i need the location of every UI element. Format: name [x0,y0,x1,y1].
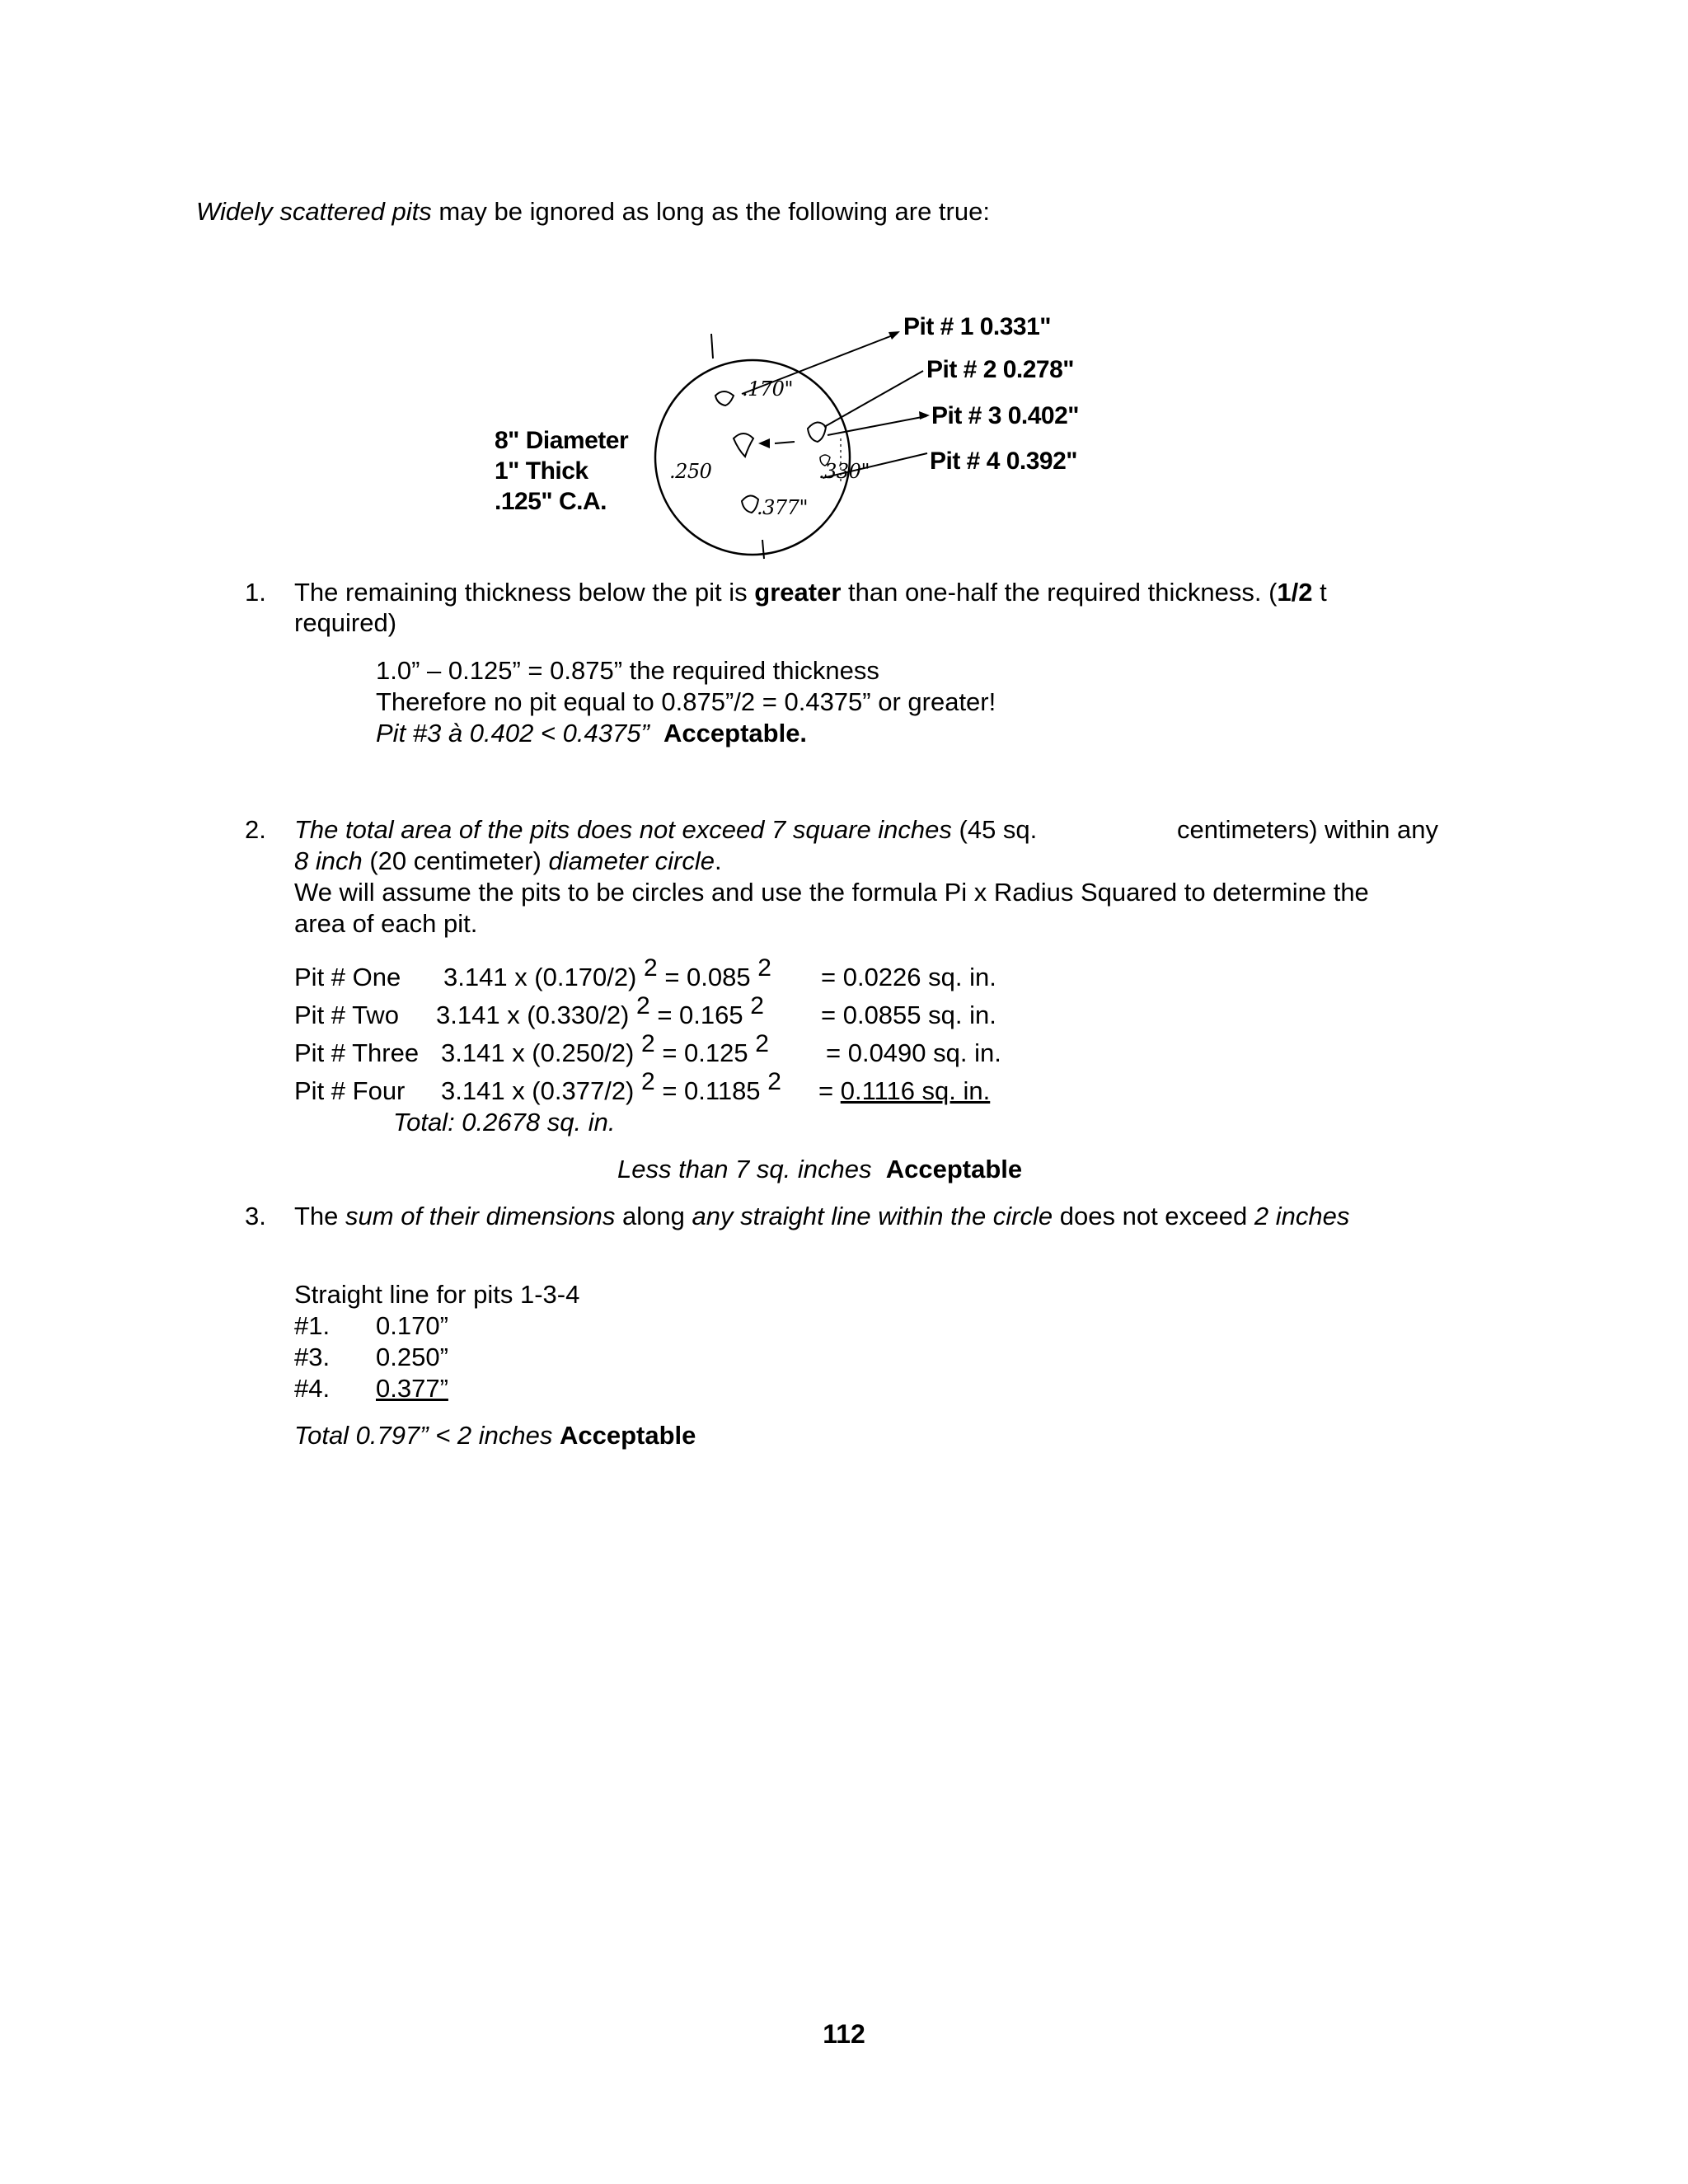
hand-note-170: .170" [742,377,793,401]
pit-4-label: Pit # 4 0.392" [930,448,1078,475]
item-1-line-2: required) [294,608,397,637]
area-row-4-result [818,1076,990,1107]
item-3-a: The [294,1202,346,1230]
area-row-4-result-value: 0.1116 sq. in. [840,1076,991,1105]
area-row-2-formula-text: 3.141 x (0.330/2) [436,1001,630,1029]
intro-line [196,196,990,227]
item-2-line-2 [294,846,722,877]
area-row-4-label: Pit # Four [294,1076,406,1105]
item-1-text-bold: greater [754,578,842,607]
item-3-e: does not exceed [1053,1202,1254,1230]
item-1-calc-3 [376,718,807,749]
area-row-3-label: Pit # Three [294,1038,420,1067]
item-2-conclusion [617,1154,1022,1185]
straight-line-key-4: #4. [294,1374,331,1403]
area-row-3-mid: = 0.125 [654,1038,748,1067]
item-2-l1-tail: centimeters) within any [1177,815,1439,844]
item-1-calc-3-italic: Pit #3 à 0.402 < 0.4375” [376,719,649,748]
area-row-2-exp-2: 2 [750,992,764,1019]
item-2-line-4: area of each pit. [294,909,478,938]
diagram-label-thickness: 1" Thick [495,457,588,485]
pit-2-label: Pit # 2 0.278" [926,356,1075,383]
item-2-conclusion-italic: Less than 7 sq. inches [617,1155,872,1183]
straight-line-total-italic: Total 0.797” < 2 inches [294,1421,553,1450]
area-row-3-formula [441,1030,769,1070]
item-2-l1-rest: (45 sq. [951,815,1038,844]
hand-note-250: .250 [669,460,712,483]
item-3-acceptable: Acceptable [560,1421,696,1450]
item-1-text-b: than one-half the required thickness. ( [841,578,1278,607]
area-row-1-exp: 2 [644,954,658,982]
area-row-1-mid: = 0.085 [657,963,751,991]
straight-line-heading: Straight line for pits 1-3-4 [294,1280,580,1309]
straight-line-key-3: #3. [294,1343,331,1371]
area-row-3-exp: 2 [641,1030,655,1057]
diagram-label-diameter: 8" Diameter [495,427,629,454]
item-1-line-1 [294,577,1327,608]
item-1-number: 1. [245,578,266,607]
area-row-2-formula [436,992,764,1032]
area-row-2-label: Pit # Two [294,1001,399,1029]
item-2-number: 2. [245,815,266,844]
item-1-acceptable: Acceptable. [663,719,808,748]
item-1-calc-1: 1.0” – 0.125” = 0.875” the required thickness [376,656,879,685]
area-row-1-formula-text: 3.141 x (0.170/2) [443,963,637,991]
hand-note-330: .330" [818,460,870,483]
page-number: 112 [823,2019,865,2049]
area-row-4-exp-2: 2 [767,1068,781,1095]
area-row-4-result-pre: = [818,1076,841,1105]
diagram-label-ca: .125" C.A. [495,488,607,515]
item-2-l2-italic-a: 8 inch [294,846,363,875]
straight-line-key-1: #1. [294,1311,331,1340]
item-1-calc-2: Therefore no pit equal to 0.875”/2 = 0.4375” or greater! [376,687,996,716]
hand-note-377: .377" [757,496,808,519]
pit-1-label: Pit # 1 0.331" [903,313,1052,340]
area-row-1-result: = 0.0226 sq. in. [821,963,996,991]
area-total: Total: 0.2678 sq. in. [393,1108,616,1137]
area-row-2-exp: 2 [636,992,650,1019]
area-row-4-formula-text: 3.141 x (0.377/2) [441,1076,635,1105]
straight-line-val-1: 0.170” [376,1311,448,1340]
item-3-f: 2 inches [1254,1202,1350,1230]
item-3-number: 3. [245,1202,266,1230]
item-2-l1-italic: The total area of the pits does not exceed 7 square inches [294,815,952,844]
intro-lead: Widely scattered pits [196,197,432,226]
area-row-4-exp: 2 [641,1068,655,1095]
item-1-text-a: The remaining thickness below the pit is [294,578,755,607]
area-row-3-formula-text: 3.141 x (0.250/2) [441,1038,635,1067]
area-row-4-mid: = 0.1185 [654,1076,761,1105]
item-3-d: any straight line within the circle [692,1202,1053,1230]
area-row-4-formula [441,1068,781,1108]
area-row-1-formula [443,954,771,994]
area-row-2-mid: = 0.165 [649,1001,743,1029]
item-2-acceptable: Acceptable [885,1155,1023,1183]
item-2-line-3: We will assume the pits to be circles and use the formula Pi x Radius Squared to determine the [294,878,1369,907]
area-row-1-exp-2: 2 [757,954,771,982]
straight-line-val-3: 0.250” [376,1343,448,1371]
pit-3-label: Pit # 3 0.402" [931,402,1080,429]
item-3-c: along [615,1202,692,1230]
item-1-text-c: t [1312,578,1327,607]
pit-diagram [495,313,1121,560]
area-row-1-label: Pit # One [294,963,401,991]
item-1-text-bold2: 1/2 [1277,578,1313,607]
straight-line-total [294,1420,696,1451]
item-2-l2-italic-b: diameter circle [548,846,715,875]
area-row-2-result: = 0.0855 sq. in. [821,1001,996,1029]
item-2-l2-end: . [715,846,722,875]
item-3-line-1 [294,1201,1349,1232]
straight-line-val-4: 0.377” [376,1374,448,1403]
area-row-3-result: = 0.0490 sq. in. [826,1038,1001,1067]
item-2-l2-mid: (20 centimeter) [362,846,549,875]
intro-rest: may be ignored as long as the following are true: [431,197,990,226]
area-row-3-exp-2: 2 [755,1030,769,1057]
item-3-b: sum of their dimensions [345,1202,616,1230]
item-2-line-1 [294,814,1037,846]
